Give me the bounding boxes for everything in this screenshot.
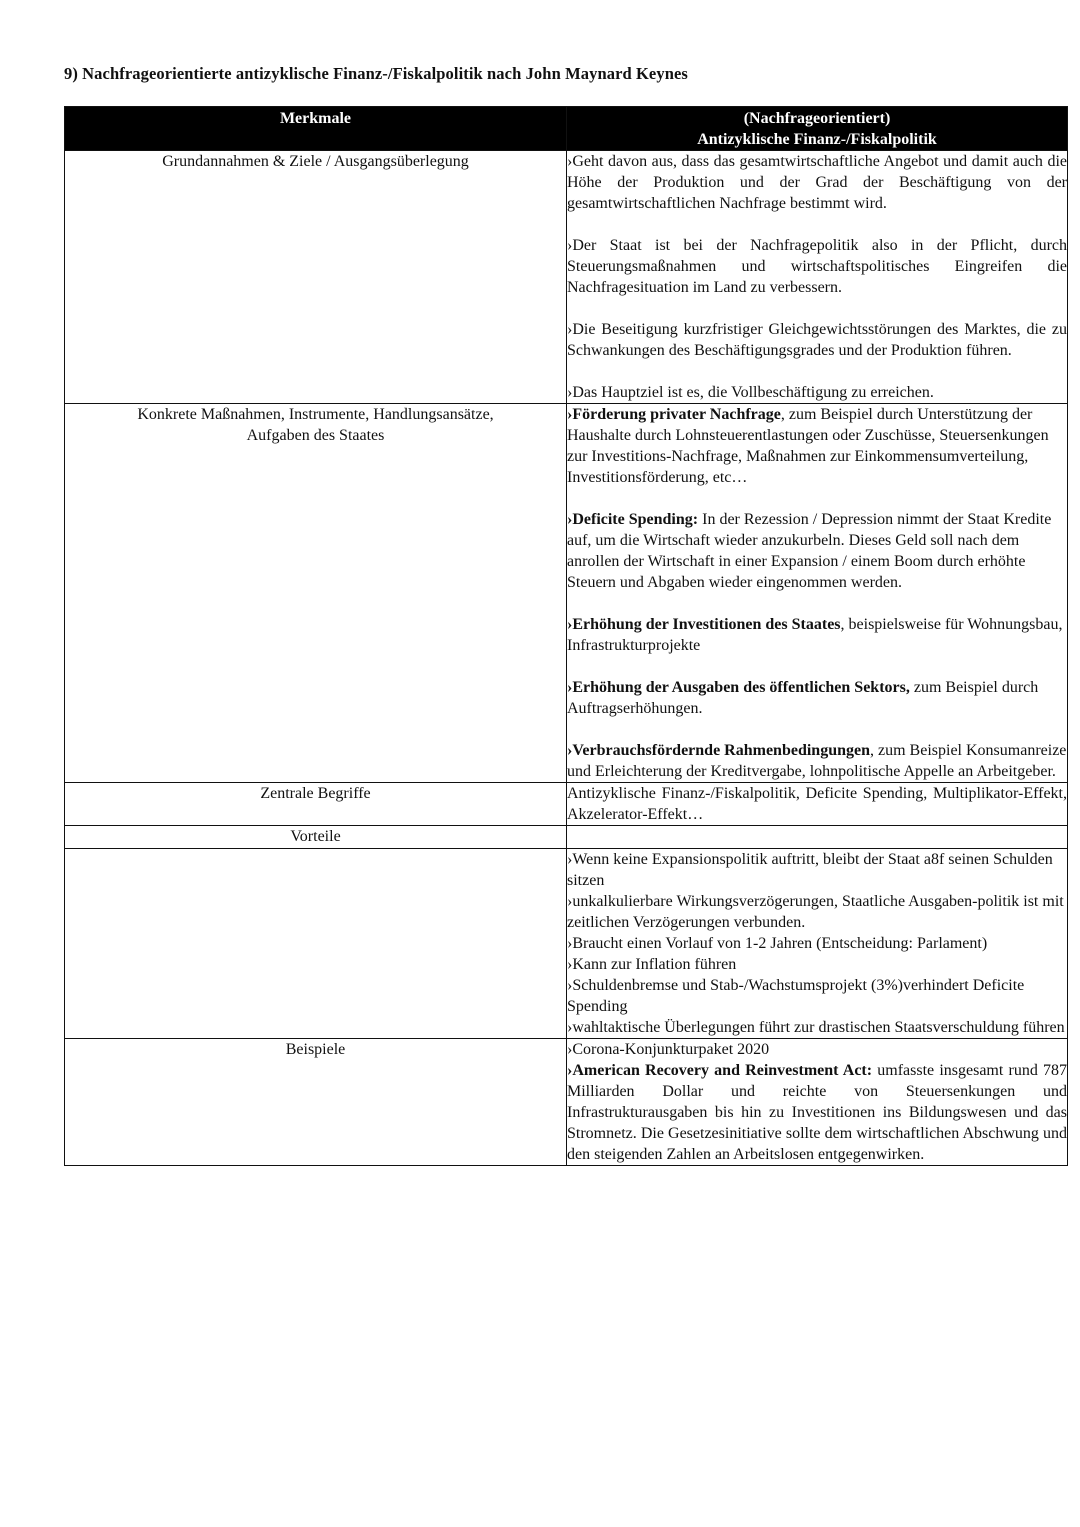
table-row-grundannahmen: [65, 151, 1068, 404]
document-title: 9) Nachfrageorientierte antizyklische Finanz-/Fiskalpolitik nach John Maynard Keynes: [64, 64, 688, 83]
header-line-1: (Nachfrageorientiert): [743, 110, 891, 127]
header-fiskalpolitik: [567, 107, 1068, 151]
term-text: , zum Beispiel durch Unterstützung der Haushalte durch Lohnsteuerentlastungen oder Zuschüsse, Steuersenkungen zur Investitions-Nachfrage, Maßnahmen zur Einkommensumverteilung, Investitionsförderung, etc…: [567, 406, 1049, 486]
row-label-line: Konkrete Maßnahmen, Instrumente, Handlungsansätze,: [137, 406, 494, 423]
row-content: [567, 849, 1068, 1039]
table-row-begriffe: [65, 783, 1068, 826]
row-label: Zentrale Begriffe: [65, 783, 567, 826]
row-label-line: Aufgaben des Staates: [246, 427, 385, 444]
paragraph: ›Corona-Konjunkturpaket 2020: [567, 1041, 770, 1058]
term-text: In der Rezession / Depression nimmt der Staat Kredite auf, um die Wirtschaft wieder anzukurbeln. Dieses Geld soll nach dem anrollen der Wirtschaft in einer Expansion / einem Boom durch erhöhte Steuern und Abgaben wieder eingenommen werden.: [567, 511, 1052, 591]
row-content: [567, 151, 1068, 404]
paragraph: ›Die Beseitigung kurzfristiger Gleichgewichtsstörungen des Marktes, die zu Schwankungen des Beschäftigungsgrades und der Produktion führen.: [567, 321, 1067, 359]
paragraph: [567, 509, 1067, 593]
row-label: [65, 404, 567, 783]
term-text: , zum Beispiel Konsumanreize und Erleichterung der Kreditvergabe, lohnpolitische Appelle an Arbeitgeber.: [567, 742, 1067, 780]
row-label: Vorteile: [65, 826, 567, 849]
row-label: Beispiele: [65, 1039, 567, 1166]
table-row-vorteile: [65, 826, 1068, 849]
row-content: [567, 404, 1068, 783]
bold-term: ›Erhöhung der Investitionen des Staates: [567, 616, 841, 633]
term-text: zum Beispiel durch Auftragserhöhungen.: [567, 679, 1039, 717]
paragraph: [567, 677, 1067, 719]
bold-term: ›Deficite Spending:: [567, 511, 699, 528]
comparison-table: [64, 106, 1068, 1166]
paragraph: ›Das Hauptziel ist es, die Vollbeschäftigung zu erreichen.: [567, 384, 934, 401]
paragraph: ›Der Staat ist bei der Nachfragepolitik also in der Pflicht, durch Steuerungsmaßnahmen und wirtschaftspolitisches Eingreifen die Nachfragesituation im Land zu verbessern.: [567, 237, 1067, 296]
bold-term: ›Verbrauchsfördernde Rahmenbedingungen: [567, 742, 870, 759]
term-text: umfasste insgesamt rund 787 Milliarden Dollar und reichte von Steuersenkungen und Infrastrukturausgaben bis hin zu Investitionen ins Bildungswesen und das Stromnetz. Die Gesetzesinitiative sollte dem wirtschaftlichen Abschwung und den steigenden Zahlen an Arbeitslosen entgegenwirken.: [567, 1062, 1067, 1163]
list-item: ›unkalkulierbare Wirkungsverzögerungen, Staatliche Ausgaben-politik ist mit zeitlichen Verzögerungen verbunden.: [567, 893, 1064, 931]
table-row-beispiele: [65, 1039, 1068, 1166]
term-text: , beispielsweise für Wohnungsbau, Infrastrukturprojekte: [567, 616, 1063, 654]
row-label: Grundannahmen & Ziele / Ausgangsüberlegung: [65, 151, 567, 404]
header-line-2: Antizyklische Finanz-/Fiskalpolitik: [697, 131, 937, 148]
list-item: ›Kann zur Inflation führen: [567, 956, 737, 973]
header-merkmale: Merkmale: [65, 107, 567, 151]
paragraph: [567, 404, 1067, 488]
table-header-row: [65, 107, 1068, 151]
list-item: ›wahltaktische Überlegungen führt zur drastischen Staatsverschuldung führen: [567, 1019, 1065, 1036]
row-content: [567, 1039, 1068, 1166]
bold-term: ›Förderung privater Nachfrage: [567, 406, 781, 423]
paragraph: [567, 1060, 1067, 1165]
row-label: [65, 849, 567, 1039]
bold-term: ›Erhöhung der Ausgaben des öffentlichen Sektors,: [567, 679, 910, 696]
paragraph: [567, 740, 1067, 782]
paragraph: [567, 614, 1067, 656]
list-item: ›Wenn keine Expansionspolitik auftritt, bleibt der Staat a8f seinen Schulden sitzen: [567, 851, 1053, 889]
paragraph: ›Geht davon aus, dass das gesamtwirtschaftliche Angebot und damit auch die Höhe der Produktion und der Grad der Beschäftigung von der gesamtwirtschaftlichen Nachfrage bestimmt wird.: [567, 153, 1067, 212]
row-content: [567, 826, 1068, 849]
row-content: Antizyklische Finanz-/Fiskalpolitik, Deficite Spending, Multiplikator-Effekt, Akzelerator-Effekt…: [567, 783, 1068, 826]
table-row-nachteile: [65, 849, 1068, 1039]
list-item: ›Schuldenbremse und Stab-/Wachstumsprojekt (3%)verhindert Deficite Spending: [567, 977, 1025, 1015]
list-item: ›Braucht einen Vorlauf von 1-2 Jahren (Entscheidung: Parlament): [567, 935, 988, 952]
bold-term: ›American Recovery and Reinvestment Act:: [567, 1062, 873, 1079]
table-row-massnahmen: [65, 404, 1068, 783]
